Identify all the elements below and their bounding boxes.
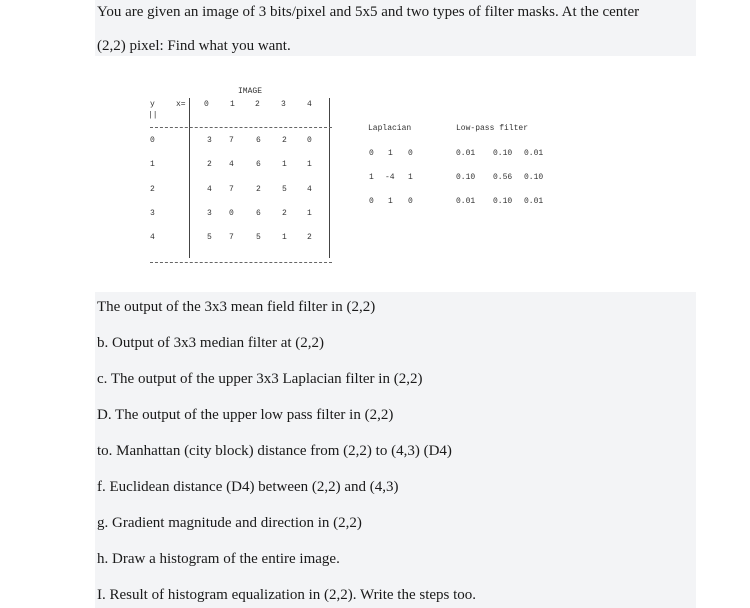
vertical-rule-left <box>189 98 190 258</box>
cell-r0-c4: 0 <box>307 136 312 145</box>
lp-r2-c0: 0.01 <box>456 197 476 206</box>
row-header-0: 0 <box>150 136 155 145</box>
lp-r0-c2: 0.01 <box>524 149 544 158</box>
cell-r1-c0: 2 <box>207 160 212 169</box>
lap-r0-c2: 0 <box>408 149 413 158</box>
cell-r3-c1: 0 <box>229 209 234 218</box>
row-header-1: 1 <box>150 160 155 169</box>
col-header-0: 0 <box>204 100 209 109</box>
cell-r0-c1: 7 <box>229 136 234 145</box>
lap-r2-c2: 0 <box>408 197 413 206</box>
y-axis-label: y <box>150 100 155 109</box>
question-d: D. The output of the upper low pass filter in (2,2) <box>97 407 394 423</box>
lowpass-title: Low-pass filter <box>456 124 529 133</box>
question-f: f. Euclidean distance (D4) between (2,2) and (4,3) <box>97 479 399 495</box>
lap-r1-c1: -4 <box>385 173 395 182</box>
table-bottom-rule <box>150 262 332 263</box>
cell-r3-c3: 2 <box>282 209 287 218</box>
cell-r3-c4: 1 <box>307 209 312 218</box>
question-b: b. Output of 3x3 median filter at (2,2) <box>97 335 325 351</box>
cell-r1-c3: 1 <box>282 160 287 169</box>
cell-r2-c3: 5 <box>282 185 287 194</box>
lp-r1-c0: 0.10 <box>456 173 476 182</box>
cell-r1-c2: 6 <box>256 160 261 169</box>
lap-r0-c1: 1 <box>388 149 393 158</box>
cell-r2-c4: 4 <box>307 185 312 194</box>
row-header-4: 4 <box>150 233 155 242</box>
cell-r2-c2: 2 <box>256 185 261 194</box>
lap-r0-c0: 0 <box>369 149 374 158</box>
lap-r1-c0: 1 <box>369 173 374 182</box>
lp-r1-c2: 0.10 <box>524 173 544 182</box>
cell-r1-c1: 4 <box>229 160 234 169</box>
table-top-rule <box>150 127 332 128</box>
y-axis-marks: || <box>148 111 158 120</box>
image-title: IMAGE <box>238 87 263 96</box>
col-header-1: 1 <box>230 100 235 109</box>
cell-r0-c2: 6 <box>256 136 261 145</box>
lap-r2-c1: 1 <box>388 197 393 206</box>
intro-line-1: You are given an image of 3 bits/pixel and 5x5 and two types of filter masks. At the center <box>97 4 640 20</box>
lp-r2-c2: 0.01 <box>524 197 544 206</box>
lp-r0-c0: 0.01 <box>456 149 476 158</box>
col-header-2: 2 <box>255 100 260 109</box>
cell-r4-c0: 5 <box>207 233 212 242</box>
question-h: h. Draw a histogram of the entire image. <box>97 551 340 567</box>
col-header-4: 4 <box>307 100 312 109</box>
cell-r0-c3: 2 <box>282 136 287 145</box>
cell-r4-c4: 2 <box>307 233 312 242</box>
row-header-2: 2 <box>150 185 155 194</box>
col-header-3: 3 <box>281 100 286 109</box>
cell-r2-c0: 4 <box>207 185 212 194</box>
cell-r0-c0: 3 <box>207 136 212 145</box>
lp-r0-c1: 0.10 <box>493 149 513 158</box>
vertical-rule-right <box>329 98 330 258</box>
intro-line-2: (2,2) pixel: Find what you want. <box>97 38 291 54</box>
cell-r4-c1: 7 <box>229 233 234 242</box>
lp-r2-c1: 0.10 <box>493 197 513 206</box>
question-i: I. Result of histogram equalization in (2,2). Write the steps too. <box>97 587 477 603</box>
question-e: to. Manhattan (city block) distance from (2,2) to (4,3) (D4) <box>97 443 452 459</box>
laplacian-title: Laplacian <box>368 124 412 133</box>
question-g: g. Gradient magnitude and direction in (2,2) <box>97 515 362 531</box>
cell-r3-c0: 3 <box>207 209 212 218</box>
x-axis-label: x= <box>176 100 186 109</box>
cell-r4-c2: 5 <box>256 233 261 242</box>
lap-r2-c0: 0 <box>369 197 374 206</box>
cell-r3-c2: 6 <box>256 209 261 218</box>
cell-r2-c1: 7 <box>229 185 234 194</box>
cell-r4-c3: 1 <box>282 233 287 242</box>
question-a: The output of the 3x3 mean field filter in (2,2) <box>97 299 376 315</box>
lp-r1-c1: 0.56 <box>493 173 513 182</box>
cell-r1-c4: 1 <box>307 160 312 169</box>
question-c: c. The output of the upper 3x3 Laplacian filter in (2,2) <box>97 371 423 387</box>
row-header-3: 3 <box>150 209 155 218</box>
lap-r1-c2: 1 <box>408 173 413 182</box>
